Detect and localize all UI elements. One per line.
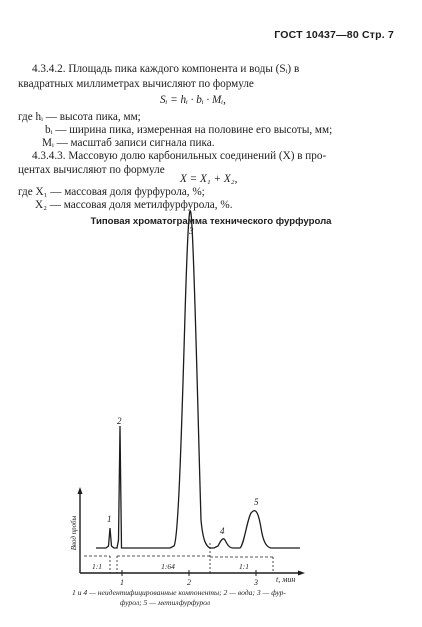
figure-caption-line: фурол; 5 — метилфурфурол <box>120 598 211 607</box>
x-tick-label: 3 <box>254 578 258 587</box>
text-line: Mᵢ — масштаб записи сигнала пика. <box>42 137 215 149</box>
peak-label: 2 <box>117 416 122 426</box>
formula-x: X = X₁ + X₂, <box>180 173 238 185</box>
text-line: квадратных миллиметрах вычисляют по формуле <box>18 78 254 90</box>
text-line: 4.3.4.2. Площадь пика каждого компонента и воды (Sᵢ) в <box>32 63 300 75</box>
scale-label: 1:64 <box>161 562 175 571</box>
scale-label: 1:1 <box>92 562 102 571</box>
peak-label: 1 <box>107 514 112 524</box>
scale-label: 1:1 <box>239 562 249 571</box>
y-axis-arrow <box>78 487 83 494</box>
text-line: центах вычисляют по формуле <box>18 164 165 176</box>
figure-title: Типовая хроматограмма технического фурфурола <box>90 216 332 227</box>
x-tick-label: 1 <box>120 578 124 587</box>
figure-caption-line: 1 и 4 — неидентифицированные компоненты; 2 — вода; 3 — фур- <box>72 588 286 597</box>
x-axis-label: t, мин <box>276 575 296 584</box>
text-line: где X₁ — массовая доля фурфурола, %; <box>18 186 205 198</box>
y-axis-label: Ввод пробы <box>70 515 78 551</box>
text-line: bᵢ — ширина пика, измеренная на половине его высоты, мм; <box>45 124 333 136</box>
chromatogram-trace <box>96 211 300 548</box>
peak-label: 4 <box>220 526 225 536</box>
text-line: 4.3.4.3. Массовую долю карбонильных соединений (X) в про- <box>32 150 327 162</box>
x-axis-arrow <box>298 571 305 576</box>
page-header: ГОСТ 10437—80 Стр. 7 <box>274 29 394 41</box>
formula-area: Sᵢ = hᵢ · bᵢ · Mᵢ, <box>160 94 226 106</box>
text-line: X₂ — массовая доля метилфурфурола, %. <box>35 199 233 211</box>
x-tick-label: 2 <box>187 578 191 587</box>
peak-label: 5 <box>254 497 259 507</box>
peak-label: 3 <box>189 226 194 236</box>
text-line: где hᵢ — высота пика, мм; <box>18 111 141 123</box>
